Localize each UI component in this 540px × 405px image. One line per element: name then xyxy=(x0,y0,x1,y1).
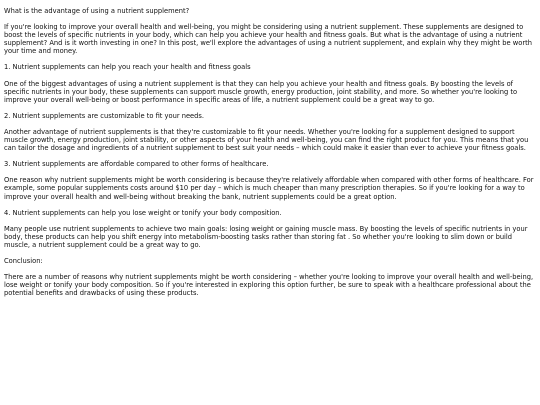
section-4-heading: 4. Nutrient supplements can help you lose weight or tonify your body composition. xyxy=(4,208,282,217)
section-4-body: Many people use nutrient supplements to achieve two main goals: losing weight or gaining muscle mass. By boosting the levels of specific nutrients in your body, these products can help you shift energy into metabolism-boosting tasks rather than storing fat . So whether you're looking to slim down or build muscle, a nutrient supplement could be a great way to go. xyxy=(4,224,528,249)
section-3-heading: 3. Nutrient supplements are affordable compared to other forms of healthcare. xyxy=(4,160,269,169)
conclusion-body: There are a number of reasons why nutrient supplements might be worth considering – whether you're looking to improve your overall health and well-being, lose weight or tonify your body composition. So if you're interested in exploring this option further, be sure to speak with a healthcare professional about the potential benefits and drawbacks of using these products. xyxy=(4,273,534,298)
section-1-body: One of the biggest advantages of using a nutrient supplement is that they can help you achieve your health and fitness goals. By boosting the levels of specific nutrients in your body, these supplements can support muscle growth, energy production, joint stability, and more. So whether you're looking to improve your overall well-being or boost performance in specific areas of life, a nutrient supplement could be a great way to go. xyxy=(4,79,518,104)
intro-paragraph: If you're looking to improve your overall health and well-being, you might be considering using a nutrient supplement. These supplements are designed to boost the levels of specific nutrients in your body, which can help you achieve your health and fitness goals. But what is the advantage of using a nutrient supplement? And is it worth investing in one? In this post, we'll explore the advantages of using a nutrient supplement, and explain why they might be worth your time and money. xyxy=(4,23,532,56)
section-1-heading: 1. Nutrient supplements can help you reach your health and fitness goals xyxy=(4,63,251,72)
document-title: What is the advantage of using a nutrient supplement? xyxy=(4,7,190,15)
section-2-heading: 2. Nutrient supplements are customizable to fit your needs. xyxy=(4,111,205,120)
conclusion-heading: Conclusion: xyxy=(4,256,43,265)
section-2-body: Another advantage of nutrient supplements is that they're customizable to fit your needs. Whether you're looking for a supplement designed to support muscle growth, energy production, joint stability, or other aspects of your health and well-being, you can find the right product for you. This means that you can tailor the dosage and ingredients of a nutrient supplement to best suit your needs – which could make it easier than ever to achieve your fitness goals. xyxy=(4,127,529,153)
section-3-body: One reason why nutrient supplements might be worth considering is because they're relatively affordable when compared with other forms of healthcare. For example, some popular supplements costs around $10 per day – which is much cheaper than many prescription therapies. So if you're looking for a way to improve your overall health and well-being without breaking the bank, nutrient supplements could be a great option. xyxy=(4,176,534,201)
